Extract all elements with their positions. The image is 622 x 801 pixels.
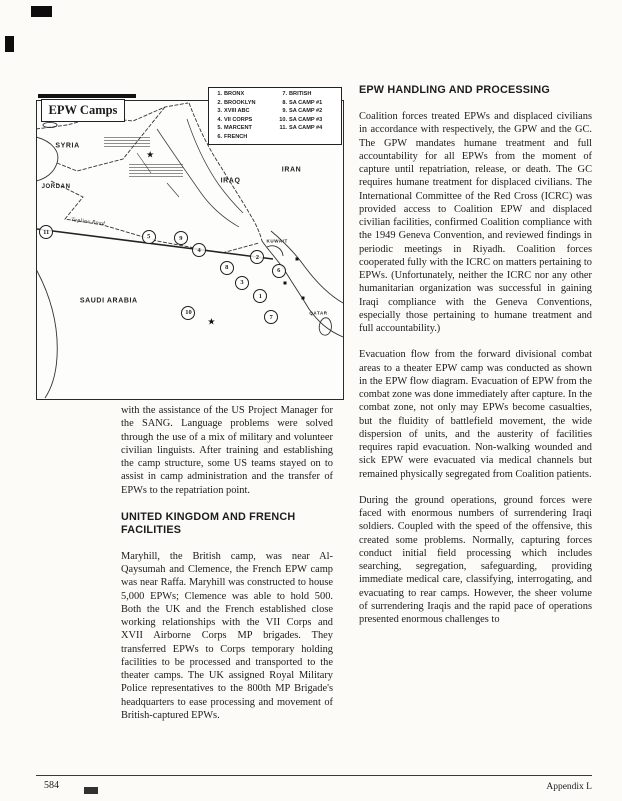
scan-artifact <box>84 787 98 794</box>
legend-item-number: 10. <box>279 116 287 123</box>
legend-col-left <box>213 91 274 141</box>
legend-item <box>213 91 274 98</box>
camp-marker: 8 <box>220 261 234 275</box>
section-heading-uk-french: UNITED KINGDOM AND FRENCH FACILITIES <box>121 510 296 536</box>
jordan-syria-border <box>57 163 77 171</box>
legend-item-label: FRENCH <box>224 133 248 140</box>
jordan-saudi-border <box>51 181 259 253</box>
road-label: Tapline Road <box>70 216 105 227</box>
map-label: IRAN <box>281 166 302 174</box>
map-body <box>37 101 343 399</box>
camp-marker: 5 <box>142 230 156 244</box>
right-text-column <box>359 84 592 626</box>
legend-item-number: 7. <box>282 91 287 97</box>
scan-artifact <box>5 36 14 52</box>
legend-item <box>278 117 339 124</box>
legend-item-number: 3. <box>217 108 222 114</box>
footer-rule <box>36 775 592 776</box>
legend-item-number: 9. <box>282 108 287 114</box>
legend-item-number: 11. <box>279 125 287 131</box>
star-marker: ★ <box>207 316 216 327</box>
map-legend <box>208 87 342 145</box>
epw-camps-map-figure <box>36 86 344 400</box>
legend-item <box>213 100 274 107</box>
legend-item <box>213 125 274 132</box>
legend-item-number: 6. <box>217 133 222 140</box>
city-marker <box>296 257 299 260</box>
annotation-leader-line <box>167 183 179 197</box>
legend-item-label: BRONX <box>224 91 245 97</box>
legend-item-label: XVIII ABC <box>224 108 250 114</box>
map-label: IRAQ <box>220 177 241 185</box>
page-number: 584 <box>44 780 59 791</box>
legend-item <box>278 100 339 107</box>
illegible-annotation <box>104 137 150 148</box>
paragraph: Evacuation flow from the forward divisional combat areas to a theater EPW camp was conducted as shown in the EPW flow diagram. Evacuation of EPW from the combat zone was done immediately after capture. In the combat zone, not only may EPWs become casualties, but the fluidity of battlefield movement, the wide dispersion of units, and the austerity of facilities requires rapid evacuation. Non-walking wounded and sick EPW were evacuated via medical channels but remained physically segregated from Coalition patients. <box>359 349 592 480</box>
red-sea-coastline <box>37 269 57 398</box>
legend-item <box>213 108 274 115</box>
city-marker <box>283 281 286 284</box>
legend-item-number: 8. <box>282 99 287 106</box>
legend-item <box>213 134 274 141</box>
paragraph: with the assistance of the US Project Manager for the SANG. Language problems were solved through the use of a mix of military and volunteer civilian linguists. After training and establishing the camp structure, some US teams stayed on to assist in camp administration and the transfer of EPWs to the repatriation point. <box>121 405 333 496</box>
legend-item-number: 4. <box>217 116 222 123</box>
map-label: JORDAN <box>41 184 71 191</box>
left-text-column <box>121 404 333 722</box>
camp-marker: 6 <box>272 264 286 278</box>
section-heading-epw-handling: EPW HANDLING AND PROCESSING <box>359 84 550 96</box>
camp-marker: 9 <box>174 231 188 245</box>
map-title: EPW Camps <box>41 99 125 122</box>
legend-item <box>278 125 339 132</box>
paragraph: Coalition forces treated EPWs and displaced civilians in accordance with respectively, the GPW and the GC. The GPW mandates humane treatment and full accountability for all EPWs from the moment of capture until repatriation, release, or death. The GC requires humane treatment for displaced civilians. The International Committee of the Red Cross (ICRC) was provided access to Coalition EPW and displaced civilian facilities, confirmed Coalition compliance with the 1949 Geneva Convention, and reviewed findings in periodic meetings in Riyadh. Coalition forces cooperated fully with the ICRC on matters pertaining to EPWs. (Unfortunately, neither the ICRC nor any other humanitarian organization was successful in gaining Iraqi compliance with the Geneva Conventions, especially those pertaining to humane treatment and full accountability.) <box>359 111 592 334</box>
map-label: SYRIA <box>55 142 80 150</box>
legend-item-label: SA CAMP #4 <box>289 125 323 131</box>
legend-item-label: VII CORPS <box>224 116 253 123</box>
scan-artifact <box>31 6 52 17</box>
paragraph: During the ground operations, ground forces were faced with enormous numbers of surrendering Iraqi soldiers. Coupled with the speed of the offensive, this created some problems. Normally, capturing forces conduct initial field processing which includes searching, segregation, safeguarding, providing immediate medical care, classifying, interrogating, and evacuating to rear camps. However, the sheer volume of surrendering Iraqis and the rapid pace of operations presented enormous challenges to <box>359 494 592 625</box>
legend-item-label: MARCENT <box>224 125 252 131</box>
camp-marker: 3 <box>235 276 249 290</box>
city-marker <box>302 296 305 299</box>
legend-col-right <box>278 91 339 141</box>
star-marker: ★ <box>146 149 155 160</box>
camp-marker: 7 <box>264 310 278 324</box>
legend-item <box>278 91 339 98</box>
legend-item-number: 2. <box>217 99 222 106</box>
legend-item-label: SA CAMP #1 <box>289 99 323 106</box>
legend-item-label: BROOKLYN <box>224 99 256 106</box>
legend-item-number: 5. <box>217 125 222 131</box>
camp-marker: 2 <box>250 250 264 264</box>
map-drawing <box>37 101 343 399</box>
legend-item <box>278 108 339 115</box>
appendix-label: Appendix L <box>546 782 592 792</box>
legend-item-label: BRITISH <box>289 91 312 97</box>
map-label: KUWAIT <box>266 238 288 244</box>
illegible-annotation <box>129 164 183 177</box>
map-label: SAUDI ARABIA <box>79 297 138 305</box>
camp-marker: 1 <box>253 289 267 303</box>
camp-marker: 10 <box>181 306 195 320</box>
figure-top-bar <box>38 94 136 98</box>
camp-marker: 11 <box>39 225 53 239</box>
camp-marker: 4 <box>192 243 206 257</box>
legend-item-label: SA CAMP #2 <box>289 108 323 114</box>
legend-item <box>213 117 274 124</box>
legend-item-label: SA CAMP #3 <box>289 116 323 123</box>
legend-item-number: 1. <box>217 91 222 97</box>
map-label: QATAR <box>309 310 328 316</box>
paragraph: Maryhill, the British camp, was near Al-Qaysumah and Clemence, the French EPW camp was near Raffa. Maryhill was constructed to house 5,000 EPWs; Clemence was able to hold 500. Both the UK and the French established close working relationships with the VII Corps and XVII Airborne Corps MP brigades. They transferred EPWs to Corps temporary holding facilities to be processed and transported to the theater camps. The UK assigned Royal Military Police representatives to the 800th MP Brigade's headquarters to ease processing and movement of British-captured EPWs. <box>121 550 333 721</box>
